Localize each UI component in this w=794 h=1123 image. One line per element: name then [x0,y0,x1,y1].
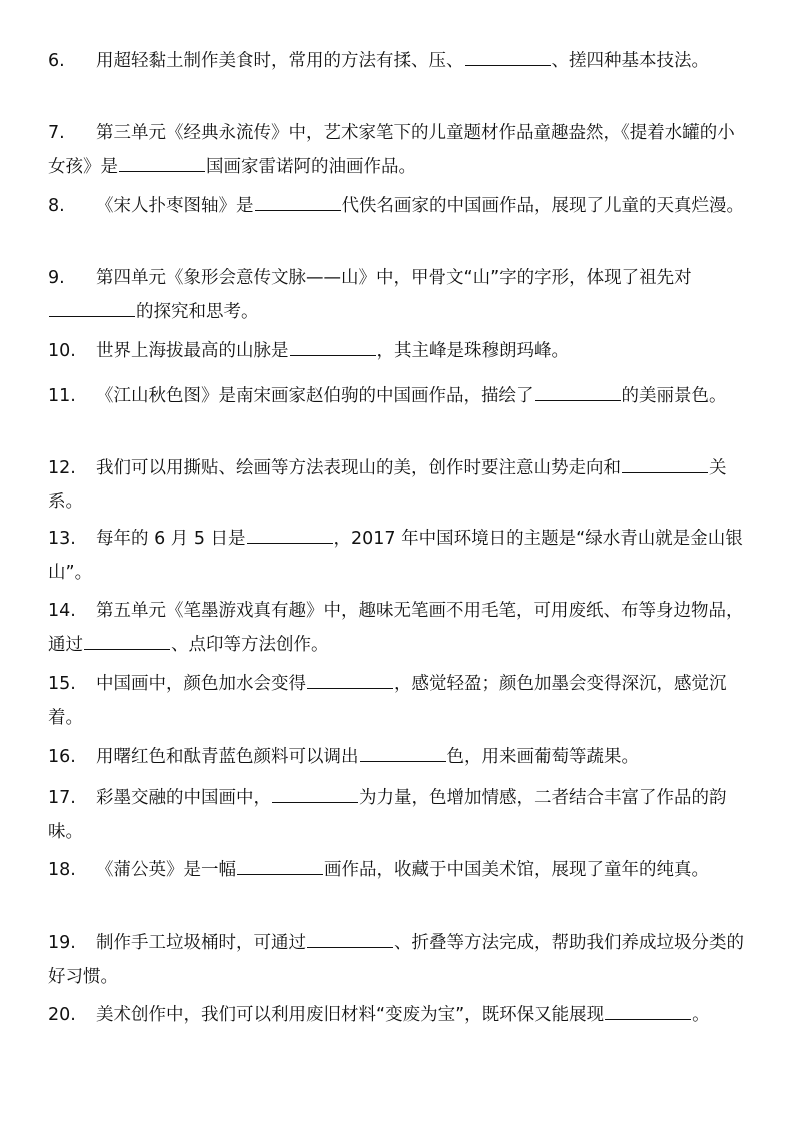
question-text: ，2017 年中国环境日的主题是“绿水青山就是金山银山”。 [48,529,743,583]
question-number: 15. [48,674,76,694]
question-text: ，其主峰是珠穆朗玛峰。 [376,341,569,361]
question-number: 16. [48,747,76,767]
question-text: 、搓四种基本技法。 [551,51,709,71]
question-13 [48,522,748,590]
question-16 [48,740,748,774]
question-11 [48,379,748,413]
answer-blank[interactable] [272,784,358,803]
answer-blank[interactable] [255,192,341,211]
question-text: 代佚名画家的中国画作品，展现了儿童的天真烂漫。 [341,196,744,216]
question-text: ，感觉轻盈；颜色加墨会变得深沉，感觉沉着。 [48,674,727,728]
question-text: 。 [692,1005,710,1025]
question-number: 18. [48,860,76,880]
question-number: 13. [48,529,76,549]
question-text: 关系。 [48,458,727,512]
question-text: 、折叠等方法完成，帮助我们养成垃圾分类的好习惯。 [48,933,744,987]
answer-blank[interactable] [237,856,323,875]
question-20 [48,998,748,1032]
question-text: 世界上海拔最高的山脉是 [96,341,289,361]
question-text: 用曙红色和酞青蓝色颜料可以调出 [96,747,359,767]
answer-blank[interactable] [247,525,333,544]
question-10 [48,334,748,368]
question-text: 第四单元《象形会意传文脉——山》中，甲骨文“山”字的字形，体现了祖先对 [96,268,692,288]
question-number: 12. [48,458,76,478]
question-text: 每年的 6 月 5 日是 [96,529,246,549]
answer-blank[interactable] [119,153,205,172]
question-text: 第三单元《经典永流传》中，艺术家笔下的儿童题材作品童趣盎然，《提着水罐的小女孩》是 [48,123,735,177]
question-12 [48,451,748,519]
question-number: 11. [48,386,76,406]
question-text: 的探究和思考。 [136,302,259,322]
question-8 [48,189,748,223]
question-text: 我们可以用撕贴、绘画等方法表现山的美，创作时要注意山势走向和 [96,458,621,478]
question-number: 7. [48,123,65,143]
question-15 [48,667,748,735]
answer-blank[interactable] [605,1001,691,1020]
question-19 [48,926,748,994]
answer-blank[interactable] [290,337,376,356]
question-6 [48,44,748,78]
question-text: 用超轻黏土制作美食时，常用的方法有揉、压、 [96,51,464,71]
question-text: 《宋人扑枣图轴》是 [96,196,254,216]
question-number: 17. [48,788,76,808]
question-text: 国画家雷诺阿的油画作品。 [206,157,416,177]
question-number: 20. [48,1005,76,1025]
question-number: 9. [48,268,65,288]
answer-blank[interactable] [360,743,446,762]
question-18 [48,853,748,887]
question-text: 画作品，收藏于中国美术馆，展现了童年的纯真。 [324,860,709,880]
question-text: 彩墨交融的中国画中， [96,788,271,808]
answer-blank[interactable] [307,929,393,948]
question-text: 为力量，色增加情感，二者结合丰富了作品的韵味。 [48,788,727,842]
question-number: 10. [48,341,76,361]
question-14 [48,594,748,662]
answer-blank[interactable] [622,454,708,473]
question-text: 中国画中，颜色加水会变得 [96,674,306,694]
question-text: 《蒲公英》是一幅 [96,860,236,880]
question-text: 、点印等方法创作。 [171,635,329,655]
question-7 [48,116,748,184]
question-number: 8. [48,196,65,216]
question-text: 色，用来画葡萄等蔬果。 [446,747,639,767]
answer-blank[interactable] [307,670,393,689]
answer-blank[interactable] [84,631,170,650]
question-text: 美术创作中，我们可以利用废旧材料“变废为宝”，既环保又能展现 [96,1005,605,1025]
question-text: 第五单元《笔墨游戏真有趣》中，趣味无笔画不用毛笔，可用废纸、布等身边物品，通过 [48,601,744,655]
question-text: 的美丽景色。 [621,386,727,406]
question-9 [48,261,748,329]
answer-blank[interactable] [535,382,621,401]
answer-blank[interactable] [465,47,551,66]
question-text: 制作手工垃圾桶时，可通过 [96,933,306,953]
question-17 [48,781,748,849]
question-number: 6. [48,51,65,71]
question-text: 《江山秋色图》是南宋画家赵伯驹的中国画作品，描绘了 [96,386,534,406]
question-number: 19. [48,933,76,953]
answer-blank[interactable] [49,298,135,317]
question-number: 14. [48,601,76,621]
